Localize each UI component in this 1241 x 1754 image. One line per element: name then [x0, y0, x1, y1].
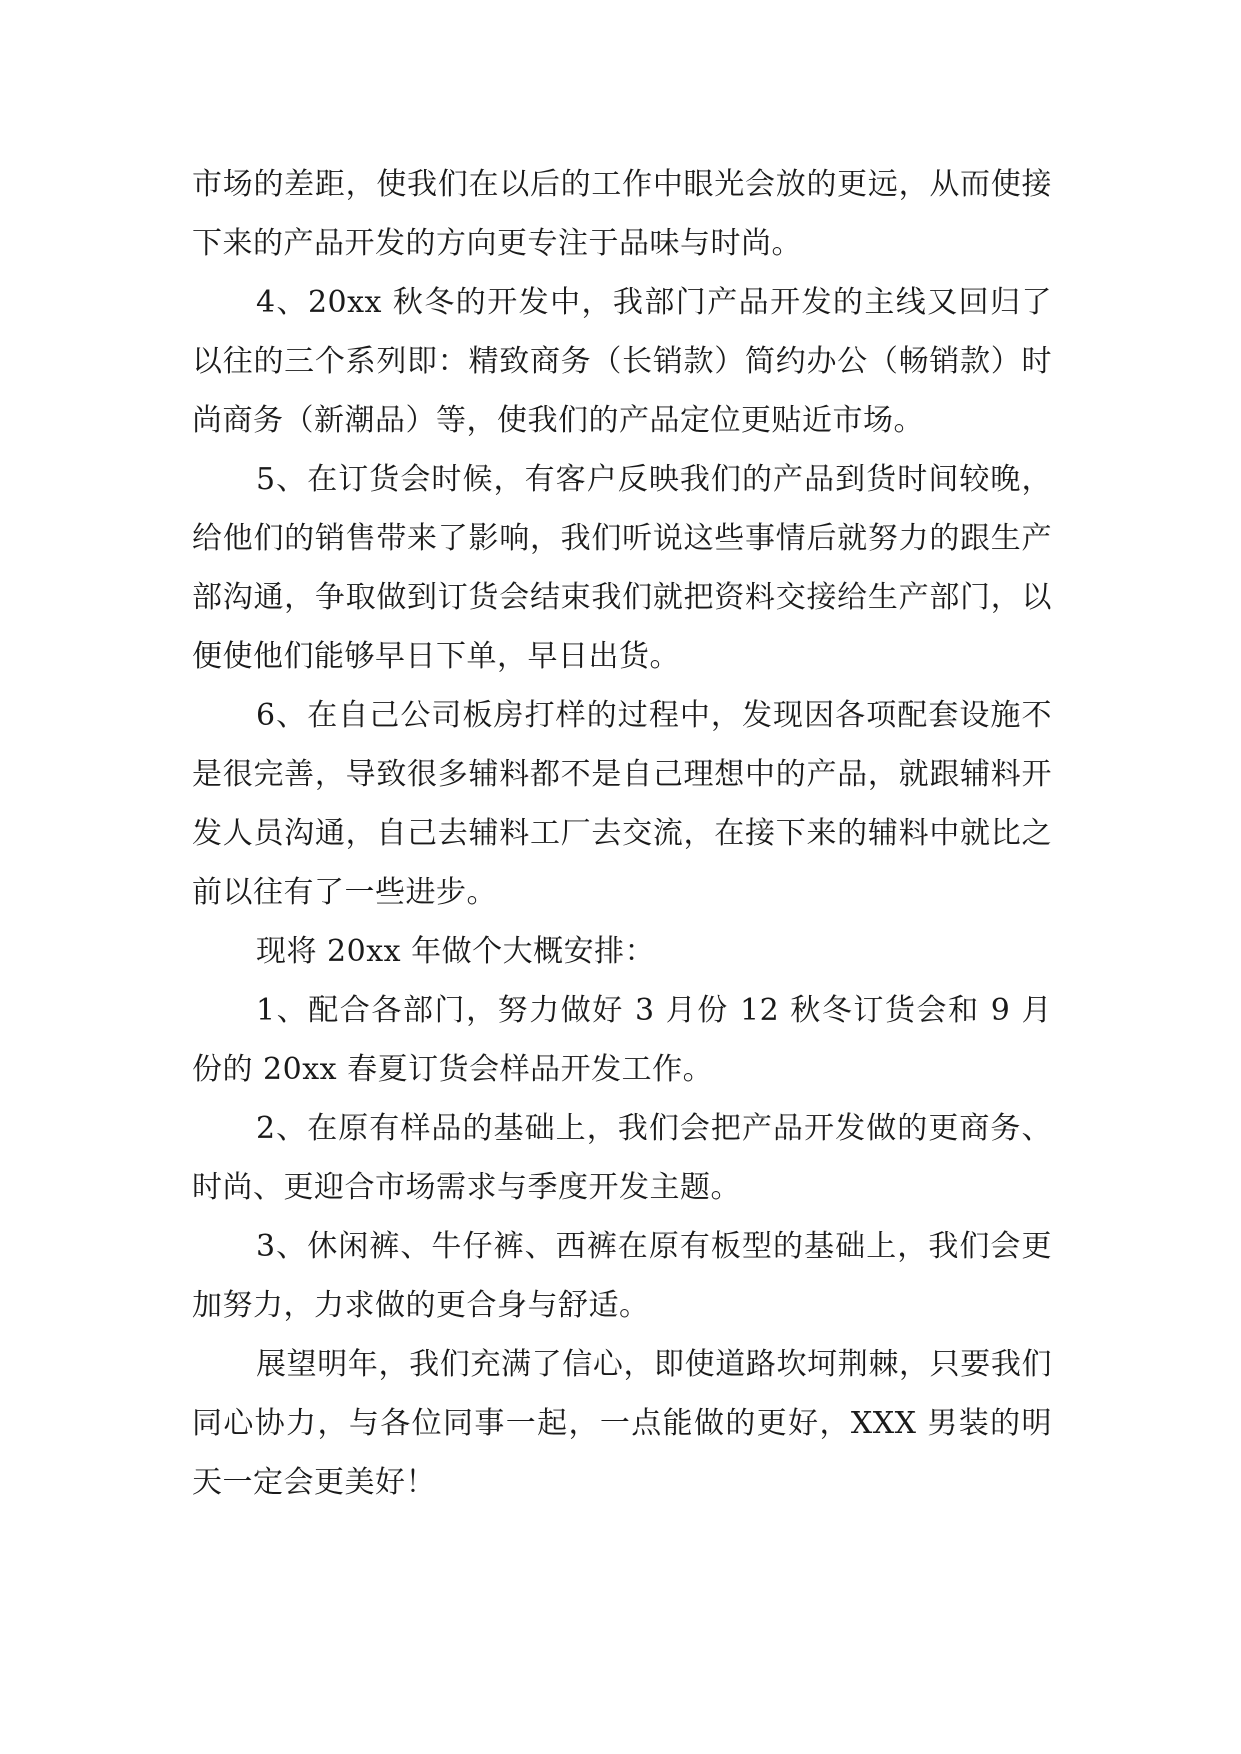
- paragraph-item-6: 6、在自己公司板房打样的过程中，发现因各项配套设施不是很完善，导致很多辅料都不是自己理想中的产品，就跟辅料开发人员沟通，自己去辅料工厂去交流，在接下来的辅料中就比之前以往有了一些进步。: [192, 698, 1052, 910]
- paragraph-continuation: 市场的差距，使我们在以后的工作中眼光会放的更远，从而使接下来的产品开发的方向更专注于品味与时尚。: [192, 167, 1052, 261]
- paragraph-item-4: 4、20xx 秋冬的开发中，我部门产品开发的主线又回归了以往的三个系列即：精致商务（长销款）简约办公（畅销款）时尚商务（新潮品）等，使我们的产品定位更贴近市场。: [192, 285, 1052, 438]
- document-body: [192, 155, 1052, 1512]
- paragraph-item-5: 5、在订货会时候，有客户反映我们的产品到货时间较晚，给他们的销售带来了影响，我们听说这些事情后就努力的跟生产部沟通，争取做到订货会结束我们就把资料交接给生产部门，以便使他们能够早日下单，早日出货。: [192, 462, 1052, 674]
- paragraph-plan-intro: 现将 20xx 年做个大概安排：: [256, 934, 656, 969]
- paragraph-plan-1: 1、配合各部门，努力做好 3 月份 12 秋冬订货会和 9 月份的 20xx 春夏订货会样品开发工作。: [192, 993, 1052, 1087]
- paragraph-closing: 展望明年，我们充满了信心，即使道路坎坷荆棘，只要我们同心协力，与各位同事一起，一点能做的更好，XXX 男装的明天一定会更美好！: [192, 1347, 1052, 1500]
- paragraph-plan-3: 3、休闲裤、牛仔裤、西裤在原有板型的基础上，我们会更加努力，力求做的更合身与舒适。: [192, 1229, 1052, 1323]
- paragraph-plan-2: 2、在原有样品的基础上，我们会把产品开发做的更商务、时尚、更迎合市场需求与季度开发主题。: [192, 1111, 1052, 1205]
